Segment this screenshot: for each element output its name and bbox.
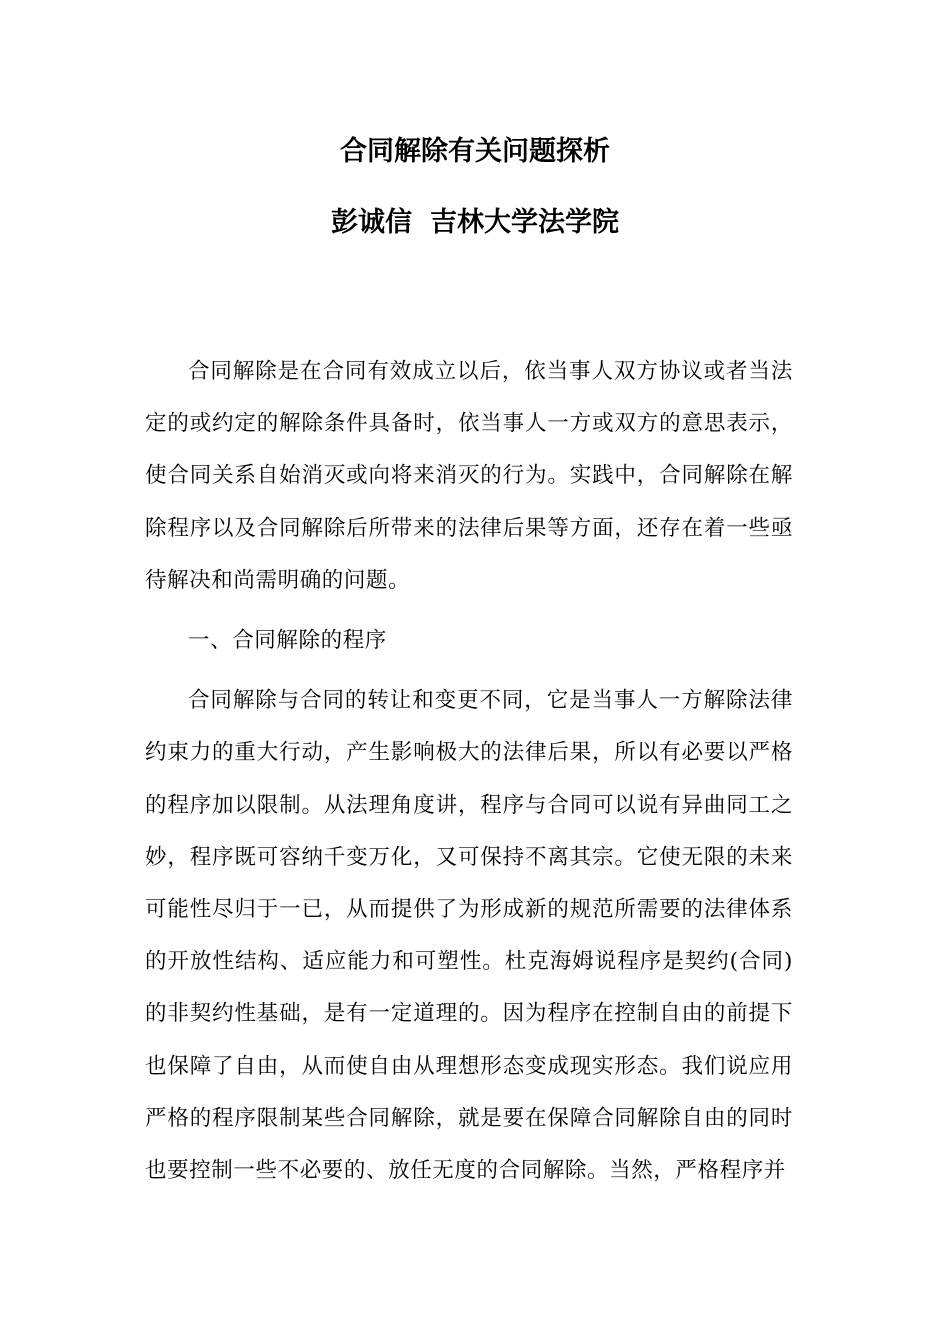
document-title: 合同解除有关问题探析 [340,136,610,167]
section-heading: 一、合同解除的程序 [188,628,387,654]
paragraph-intro: 合同解除是在合同有效成立以后，依当事人双方协议或者当法定的或约定的解除条件具备时，依当事人一方或双方的意思表示，使合同关系自始消灭或向将来消灭的行为。实践中，合同解除在解除程序以及合同解除后所带来的法律后果等方面，还存在着一些亟待解决和尚需明确的问题。 [145,359,793,593]
paragraph-procedure: 合同解除与合同的转让和变更不同，它是当事人一方解除法律约束力的重大行动，产生影响极大的法律后果，所以有必要以严格的程序加以限制。从法理角度讲，程序与合同可以说有异曲同工之妙，程序既可容纳千变万化，又可保持不离其宗。它使无限的未来可能性尽归于一已，从而提供了为形成新的规范所需要的法律体系的开放性结构、适应能力和可塑性。杜克海姆说程序是契约(合同)的非契约性基础，是有一定道理的。因为程序在控制自由的前提下也保障了自由，从而使自由从理想形态变成现实形态。我们说应用严格的程序限制某些合同解除，就是要在保障合同解除自由的同时也要控制一些不必要的、放任无度的合同解除。当然，严格程序并 [145,688,793,1184]
author-affiliation: 吉林大学法学院 [430,207,619,238]
author-line [0,206,950,240]
author-name: 彭诚信 [331,207,412,238]
document-body [145,346,793,1197]
